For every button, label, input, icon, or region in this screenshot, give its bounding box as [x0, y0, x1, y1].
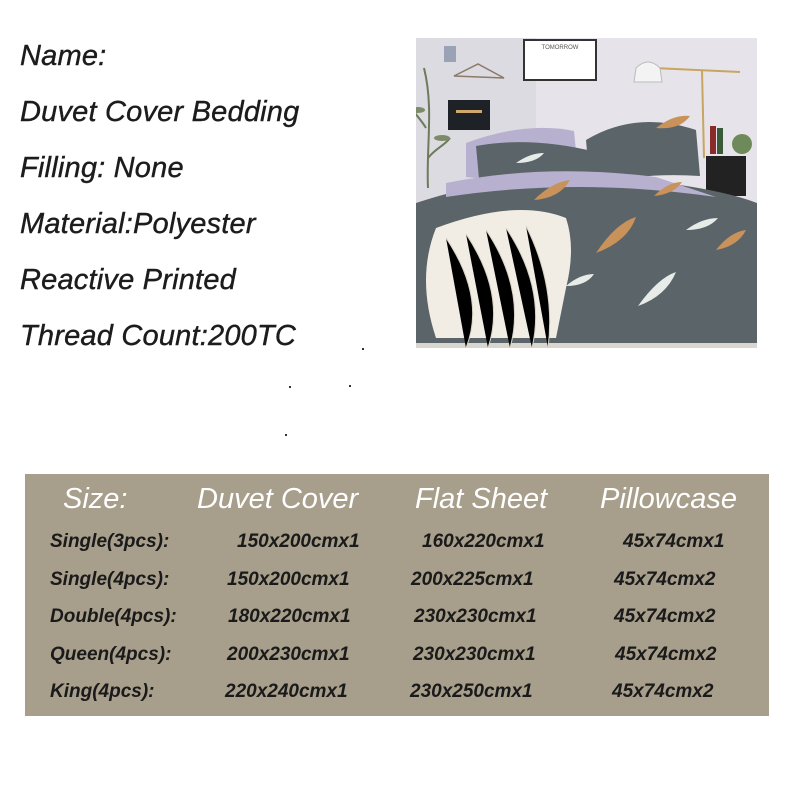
- duvet-cell: 200x230cmx1: [227, 644, 350, 665]
- pillow-cell: 45x74cmx2: [614, 606, 716, 627]
- size-cell: Double(4pcs):: [50, 606, 177, 627]
- pillow-cell: 45x74cmx2: [612, 681, 714, 702]
- speck: [285, 434, 287, 436]
- flat-cell: 230x230cmx1: [413, 644, 536, 665]
- spec-name-label: Name:: [20, 40, 107, 72]
- table-row: [25, 680, 769, 716]
- table-row: [25, 643, 769, 679]
- flat-cell: 200x225cmx1: [411, 569, 534, 590]
- size-cell: Queen(4pcs):: [50, 644, 172, 665]
- frame-text: TOMORROW: [541, 45, 579, 51]
- header-size: Size:: [63, 483, 128, 515]
- table-row: [25, 568, 769, 604]
- table-row: [25, 530, 769, 566]
- spec-list: [20, 28, 299, 364]
- table-header: [25, 474, 769, 526]
- speck: [349, 385, 351, 387]
- pillow-cell: 45x74cmx2: [614, 569, 716, 590]
- spec-printing: Reactive Printed: [20, 264, 236, 296]
- flat-cell: 230x250cmx1: [410, 681, 533, 702]
- table-row: [25, 605, 769, 641]
- speck: [362, 348, 364, 350]
- flat-cell: 230x230cmx1: [414, 606, 537, 627]
- duvet-cell: 180x220cmx1: [228, 606, 351, 627]
- size-cell: Single(4pcs):: [50, 569, 170, 590]
- pillow-cell: 45x74cmx2: [615, 644, 717, 665]
- duvet-cell: 150x200cmx1: [227, 569, 350, 590]
- pillow-cell: 45x74cmx1: [623, 531, 725, 552]
- flat-cell: 160x220cmx1: [422, 531, 545, 552]
- duvet-cell: 220x240cmx1: [225, 681, 348, 702]
- size-cell: Single(3pcs):: [50, 531, 170, 552]
- header-pillowcase: Pillowcase: [600, 483, 737, 515]
- spec-product-name: Duvet Cover Bedding: [20, 96, 300, 128]
- duvet-cell: 150x200cmx1: [237, 531, 360, 552]
- header-duvet-cover: Duvet Cover: [197, 483, 359, 515]
- size-table: [25, 474, 769, 716]
- spec-thread-count: Thread Count:200TC: [20, 320, 297, 352]
- spec-material: Material:Polyester: [20, 208, 256, 240]
- size-cell: King(4pcs):: [50, 681, 155, 702]
- speck: [289, 386, 291, 388]
- spec-filling: Filling: None: [20, 152, 184, 184]
- bedding-photo: [416, 38, 757, 348]
- header-flat-sheet: Flat Sheet: [415, 483, 548, 515]
